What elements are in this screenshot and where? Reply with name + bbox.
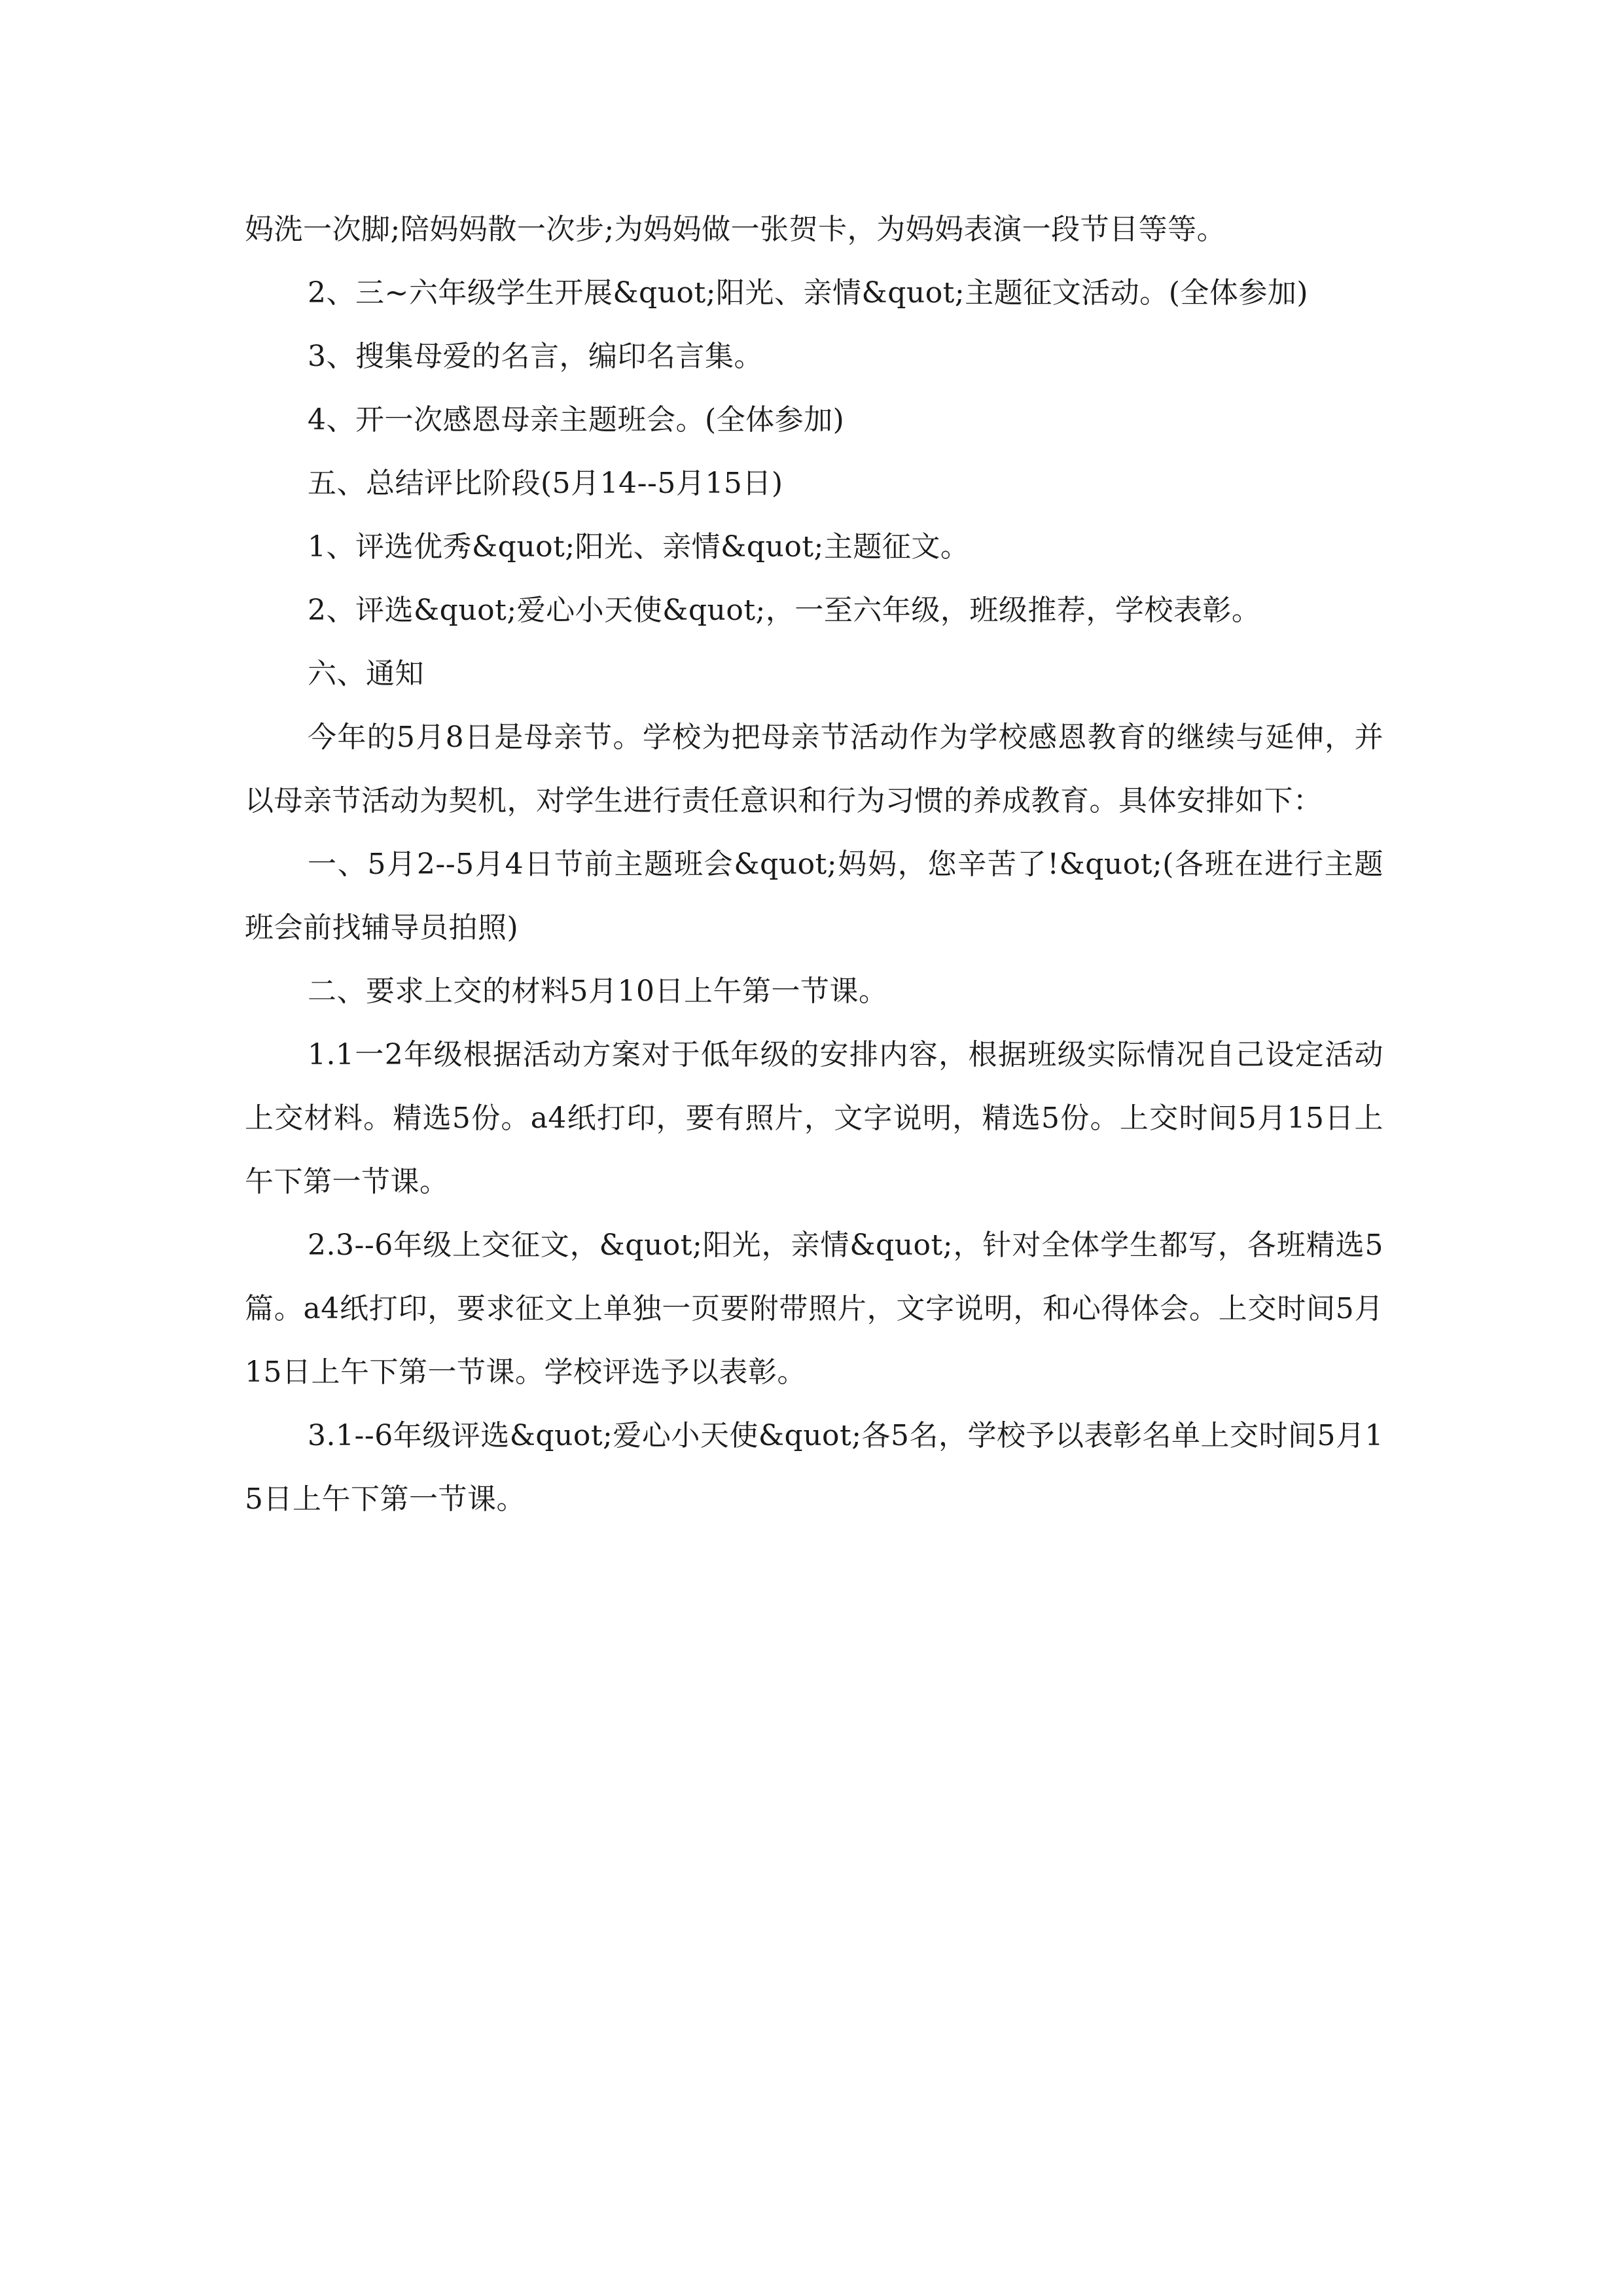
paragraph: 3、搜集母爱的名言，编印名言集。 [308, 340, 763, 373]
section-heading: 六、通知 [308, 657, 424, 691]
paragraph: 今年的5月8日是母亲节。学校为把母亲节活动作为学校感恩教育的继续与延伸，并以母亲节活动为契机，对学生进行责任意识和行为习惯的养成教育。具体安排如下： [245, 721, 1383, 817]
paragraph: 二、要求上交的材料5月10日上午第一节课。 [308, 975, 888, 1008]
paragraph: 1.1一2年级根据活动方案对于低年级的安排内容，根据班级实际情况自己设定活动上交材料。精选5份。a4纸打印，要有照片，文字说明，精选5份。上交时间5月15日上午下第一节课。 [245, 1038, 1383, 1198]
section-heading: 五、总结评比阶段(5月14--5月15日) [308, 467, 783, 500]
paragraph: 一、5月2--5月4日节前主题班会&quot;妈妈，您辛苦了!&quot;(各班在进行主题班会前找辅导员拍照) [245, 848, 1383, 944]
paragraph: 4、开一次感恩母亲主题班会。(全体参加) [308, 403, 845, 437]
document-body [245, 198, 1383, 1531]
paragraph: 1、评选优秀&quot;阳光、亲情&quot;主题征文。 [308, 530, 970, 564]
paragraph: 妈洗一次脚;陪妈妈散一次步;为妈妈做一张贺卡，为妈妈表演一段节目等等。 [245, 213, 1226, 246]
paragraph: 2、三~六年级学生开展&quot;阳光、亲情&quot;主题征文活动。(全体参加) [308, 276, 1309, 310]
paragraph: 2、评选&quot;爱心小天使&quot;，一至六年级，班级推荐，学校表彰。 [308, 594, 1261, 627]
paragraph: 3.1--6年级评选&quot;爱心小天使&quot;各5名，学校予以表彰名单上交时间5月15日上午下第一节课。 [245, 1419, 1384, 1516]
paragraph: 2.3--6年级上交征文，&quot;阳光，亲情&quot;，针对全体学生都写，各班精选5篇。a4纸打印，要求征文上单独一页要附带照片，文字说明，和心得体会。上交时间5月15日上午下第一节课。学校评选予以表彰。 [245, 1229, 1383, 1389]
